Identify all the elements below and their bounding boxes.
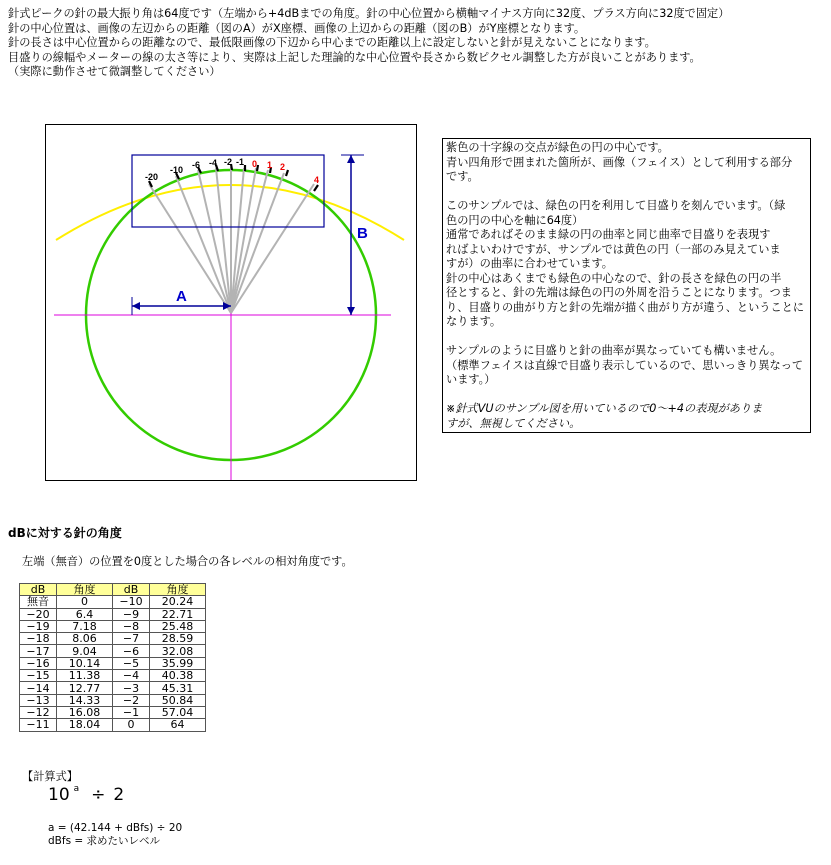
label-a: A xyxy=(176,288,187,305)
note-line: サンプルのように目盛りと針の曲率が異なっていても構いません。 xyxy=(446,344,782,357)
table-row xyxy=(20,719,206,731)
table-cell: 20.24 xyxy=(150,596,206,608)
scale-tick xyxy=(257,165,258,171)
table-row xyxy=(20,608,206,620)
table-cell: 11.38 xyxy=(57,670,113,682)
table-cell: 35.99 xyxy=(150,657,206,669)
table-cell: 6.4 xyxy=(57,608,113,620)
formula-label: 【計算式】 xyxy=(22,770,78,783)
table-cell: 40.38 xyxy=(150,670,206,682)
formula-exponent: a xyxy=(73,784,80,794)
table-cell: 9.04 xyxy=(57,645,113,657)
table-cell: 57.04 xyxy=(150,706,206,718)
formula-definitions xyxy=(48,822,182,848)
table-cell: 12.77 xyxy=(57,682,113,694)
table-cell: −9 xyxy=(113,608,150,620)
scale-label: -10 xyxy=(170,165,184,175)
table-cell: 7.18 xyxy=(57,620,113,632)
intro-line: （実際に動作させて微調整してください） xyxy=(8,65,221,78)
table-cell: 無音 xyxy=(20,596,57,608)
table-cell: −7 xyxy=(113,633,150,645)
scale-label-red: 0 xyxy=(252,159,258,169)
table-cell: −15 xyxy=(20,670,57,682)
header-angle: 角度 xyxy=(57,584,113,596)
scale-label: -1 xyxy=(236,157,245,167)
table-cell: 18.04 xyxy=(57,719,113,731)
header-angle: 角度 xyxy=(150,584,206,596)
intro-line: 針の中心位置は、画像の左辺からの距離（図のA）がX座標、画像の上辺からの距離（図のB）がY座標となります。 xyxy=(8,21,586,35)
note-line: ればよいわけですが、サンプルでは黄色の円（一部のみ見えていま xyxy=(446,242,781,256)
scale-label: -6 xyxy=(192,160,201,170)
table-cell: −20 xyxy=(20,608,57,620)
table-header-row xyxy=(20,584,206,596)
definition-dbfs: dBfs = 求めたいレベル xyxy=(48,835,161,847)
table-cell: 28.59 xyxy=(150,633,206,645)
table-cell: −8 xyxy=(113,620,150,632)
explanation-box xyxy=(442,138,811,433)
note-line: 色の円の中心を軸に64度） xyxy=(446,213,584,227)
table-cell: −13 xyxy=(20,694,57,706)
table-cell: 0 xyxy=(113,719,150,731)
table-row xyxy=(20,682,206,694)
table-cell: 14.33 xyxy=(57,694,113,706)
table-cell: −18 xyxy=(20,633,57,645)
note-line: 径とすると、針の先端は緑色の円の外周を沿うことになります。つま xyxy=(446,286,792,299)
table-cell: −10 xyxy=(113,596,150,608)
scale-label-red: 2 xyxy=(280,162,286,172)
note-line: 針の中心はあくまでも緑色の中心なので、針の長さを緑色の円の半 xyxy=(446,271,782,285)
table-row xyxy=(20,620,206,632)
table-cell: −16 xyxy=(20,657,57,669)
definition-a: a = (42.144 + dBfs) ÷ 20 xyxy=(48,822,183,834)
table-cell: 0 xyxy=(57,596,113,608)
scale-tick xyxy=(314,185,318,191)
table-cell: −14 xyxy=(20,682,57,694)
formula-divisor: 2 xyxy=(113,785,125,805)
table-cell: 45.31 xyxy=(150,682,206,694)
table-cell: 50.84 xyxy=(150,694,206,706)
meter-diagram-svg xyxy=(46,125,416,480)
note-line: （標準フェイスは直線で目盛り表示しているので、思いっきり異なって xyxy=(446,358,804,372)
table-cell: 16.08 xyxy=(57,706,113,718)
note-line: 通常であればそのまま緑の円の曲率と同じ曲率で目盛りを表現す xyxy=(446,228,771,241)
needle-lines xyxy=(149,167,314,313)
scale-label: -4 xyxy=(209,158,218,168)
crosshair xyxy=(54,277,391,480)
meter-diagram xyxy=(45,124,417,481)
header-db: dB xyxy=(113,584,150,596)
table-cell: −5 xyxy=(113,657,150,669)
intro-text xyxy=(8,7,823,80)
angle-table xyxy=(19,583,206,732)
label-b: B xyxy=(357,225,368,242)
scale-tick xyxy=(286,170,288,176)
table-cell: 64 xyxy=(150,719,206,731)
table-row xyxy=(20,645,206,657)
intro-line: 針の長さは中心位置からの距離なので、最低限画像の下辺から中心までの距離以上に設定しないと針が見えないことになります。 xyxy=(8,36,656,49)
scale-label-red: 1 xyxy=(267,160,273,170)
table-cell: 8.06 xyxy=(57,633,113,645)
table-cell: −4 xyxy=(113,670,150,682)
scale-label: -2 xyxy=(224,157,233,167)
intro-line: 目盛りの線幅やメーターの線の太さ等により、実際は上記した理論的な中心位置や長さから数ピクセル調整した方が良いことがあります。 xyxy=(8,50,701,64)
note-line: です。 xyxy=(446,170,479,183)
table-cell: −17 xyxy=(20,645,57,657)
table-cell: −12 xyxy=(20,706,57,718)
dimension-b-arrow-top xyxy=(347,155,355,163)
note-line: ※針式VUのサンプル図を用いているので0～+4の表現がありま xyxy=(446,402,763,415)
note-line: なります。 xyxy=(446,315,502,328)
table-cell: 32.08 xyxy=(150,645,206,657)
header-db: dB xyxy=(20,584,57,596)
table-row xyxy=(20,694,206,706)
note-line: 紫色の十字線の交点が緑色の円の中心です。 xyxy=(446,141,669,154)
note-line: います。） xyxy=(446,373,496,386)
table-cell: 25.48 xyxy=(150,620,206,632)
needle-line xyxy=(231,168,256,313)
table-cell: 22.71 xyxy=(150,608,206,620)
scale-label-red: 4 xyxy=(314,175,320,185)
formula-operator: ÷ xyxy=(91,785,106,805)
scale-label: -20 xyxy=(145,172,159,182)
note-line: すが、無視してください。 xyxy=(446,416,581,430)
section-title: dBに対する針の角度 xyxy=(8,526,122,540)
table-cell: −1 xyxy=(113,706,150,718)
table-row xyxy=(20,633,206,645)
table-cell: −6 xyxy=(113,645,150,657)
table-cell: 10.14 xyxy=(57,657,113,669)
note-line: り、目盛りの曲がり方と針の先端が描く曲がり方が違う、ということに xyxy=(446,300,805,314)
note-line: 青い四角形で囲まれた箇所が、画像（フェイス）として利用する部分 xyxy=(446,155,793,169)
table-cell: −11 xyxy=(20,719,57,731)
table-row xyxy=(20,596,206,608)
section-description: 左端（無音）の位置を0度とした場合の各レベルの相対角度です。 xyxy=(22,555,353,568)
formula xyxy=(48,784,124,805)
table-row xyxy=(20,657,206,669)
table-cell: −19 xyxy=(20,620,57,632)
table-cell: −3 xyxy=(113,682,150,694)
table-row xyxy=(20,670,206,682)
formula-base: 10 xyxy=(48,785,70,805)
dimension-markers xyxy=(132,155,364,315)
note-line: このサンプルでは、緑色の円を利用して目盛りを刻んでいます。（緑 xyxy=(446,199,786,212)
intro-line: 針式ピークの針の最大振り角は64度です（左端から+4dBまでの角度。針の中心位置から横軸マイナス方向に32度、プラス方向に32度で固定） xyxy=(8,7,730,20)
dimension-a-arrow-left xyxy=(132,302,140,310)
note-line: すが）の曲率に合わせています。 xyxy=(446,257,613,270)
table-cell: −2 xyxy=(113,694,150,706)
table-row xyxy=(20,706,206,718)
dimension-b-arrow-bottom xyxy=(347,307,355,315)
